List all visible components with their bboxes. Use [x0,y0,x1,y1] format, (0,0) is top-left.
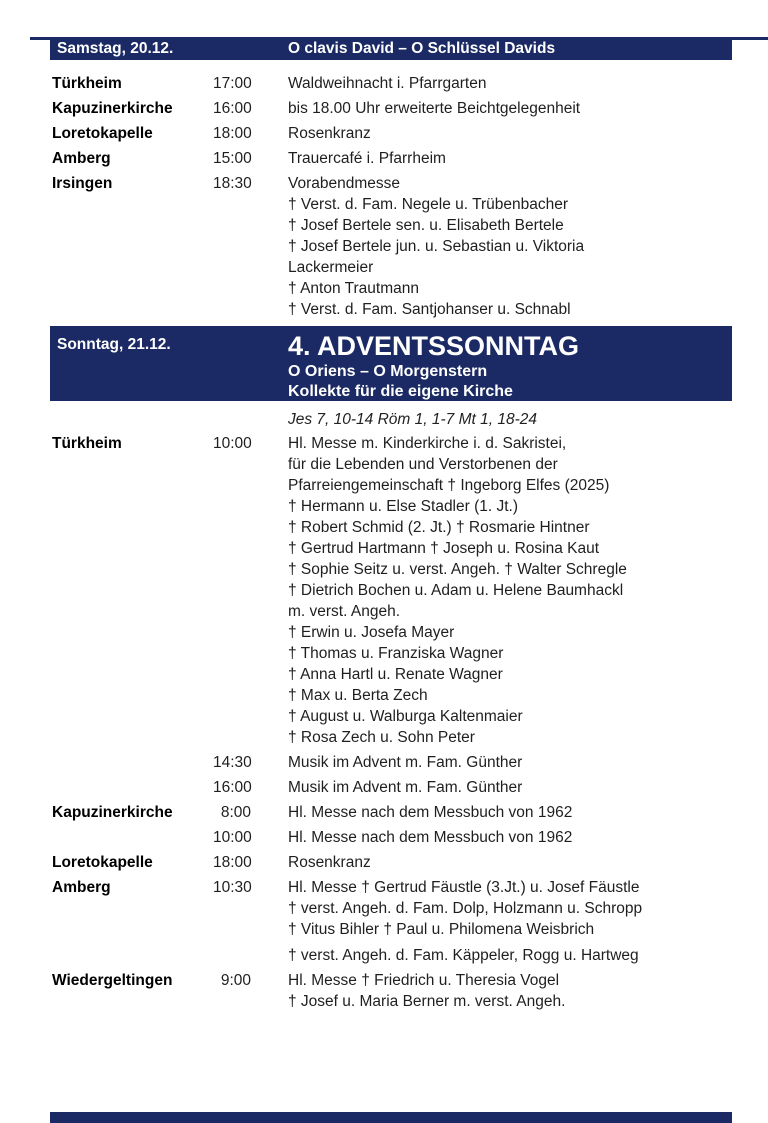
description-cell [251,777,768,798]
description-line: Hl. Messe m. Kinderkirche i. d. Sakristei, [288,435,567,452]
day-title: O clavis David – O Schlüssel Davids [288,39,556,57]
schedule-row [52,98,768,119]
description-cell [251,433,768,748]
time-cell: 9:00 [220,972,251,989]
day-title: 4. ADVENTSSONNTAG [288,331,580,361]
description-line: † Josef Bertele sen. u. Elisabeth Bertele [288,217,564,234]
description-line: † Josef Bertele jun. u. Sebastian u. Viktoria [288,238,585,255]
time-cell: 17:00 [213,75,252,92]
description-line: † Vitus Bihler † Paul u. Philomena Weisbrich [288,921,595,938]
location-cell: Loretokapelle [52,125,153,142]
description-cell [251,148,768,169]
description-line: Lackermeier [288,259,374,276]
description-line: † Josef u. Maria Berner m. verst. Angeh. [288,993,566,1010]
schedule-row [52,148,768,169]
schedule-row [52,73,768,94]
location-cell: Amberg [52,879,111,896]
description-line: † Erwin u. Josefa Mayer [288,624,455,641]
location-cell: Türkheim [52,75,122,92]
description-line: Waldweihnacht i. Pfarrgarten [288,75,487,92]
description-line: Hl. Messe nach dem Messbuch von 1962 [288,829,573,846]
time-cell: 16:00 [213,779,252,796]
schedule-row [52,433,768,748]
previous-section-bar-partial [30,37,768,40]
time-cell: 18:00 [213,854,252,871]
section-sunday [0,326,768,1012]
description-line: † Robert Schmid (2. Jt.) † Rosmarie Hintner [288,519,590,536]
description-line: Vorabendmesse [288,175,401,192]
description-cell [251,970,768,1012]
time-cell: 10:00 [213,435,252,452]
schedule-row [52,123,768,144]
description-line: m. verst. Angeh. [288,603,400,620]
description-line: Musik im Advent m. Fam. Günther [288,779,523,796]
description-line: † Thomas u. Franziska Wagner [288,645,504,662]
description-line: † Verst. d. Fam. Santjohanser u. Schnabl [288,301,571,318]
day-header-right [288,326,579,401]
description-line: † Anna Hartl u. Renate Wagner [288,666,503,683]
description-line: Hl. Messe † Gertrud Fäustle (3.Jt.) u. Josef Fäustle [288,879,640,896]
schedule-row [52,827,768,848]
time-cell: 8:00 [220,804,251,821]
description-cell [251,173,768,320]
time-cell: 14:30 [213,754,252,771]
description-line: † Gertrud Hartmann † Joseph u. Rosina Kaut [288,540,600,557]
description-line: † verst. Angeh. d. Fam. Käppeler, Rogg u. Hartweg [288,947,639,964]
description-line: Rosenkranz [288,125,371,142]
location-cell: Wiedergeltingen [52,972,173,989]
section-saturday [0,37,768,320]
description-line: bis 18.00 Uhr erweiterte Beichtgelegenheit [288,100,581,117]
description-cell [251,802,768,823]
next-section-bar-partial [50,1112,732,1123]
schedule-row [52,877,768,966]
description-line: Hl. Messe † Friedrich u. Theresia Vogel [288,972,560,989]
description-line: † Max u. Berta Zech [288,687,428,704]
description-line: † August u. Walburga Kaltenmaier [288,708,523,725]
description-line: Hl. Messe nach dem Messbuch von 1962 [288,804,573,821]
description-line: † Dietrich Bochen u. Adam u. Helene Baumhackl [288,582,624,599]
schedule-row [52,752,768,773]
location-cell [52,827,213,848]
description-cell [251,852,768,873]
schedule-row [52,173,768,320]
description-line: † Anton Trautmann [288,280,419,297]
scripture-readings: Jes 7, 10-14 Röm 1, 1-7 Mt 1, 18-24 [288,411,537,428]
location-cell: Amberg [52,150,111,167]
day-header-bar [50,326,732,401]
description-line: † verst. Angeh. d. Fam. Dolp, Holzmann u. Schropp [288,900,643,917]
location-cell: Irsingen [52,175,113,192]
time-cell: 15:00 [213,150,252,167]
day-date: Samstag, 20.12. [57,39,174,57]
description-line: Musik im Advent m. Fam. Günther [288,754,523,771]
description-cell [251,877,768,966]
location-cell: Loretokapelle [52,854,153,871]
bulletin-page [0,37,768,1012]
location-cell: Kapuzinerkirche [52,100,173,117]
description-line: † Verst. d. Fam. Negele u. Trübenbacher [288,196,569,213]
time-cell: 18:00 [213,125,252,142]
day-date: Sonntag, 21.12. [57,336,171,353]
description-line: † Sophie Seitz u. verst. Angeh. † Walter Schregle [288,561,627,578]
description-line: † Hermann u. Else Stadler (1. Jt.) [288,498,519,515]
description-cell [251,827,768,848]
description-cell [251,73,768,94]
time-cell: 10:30 [213,879,252,896]
description-line: Pfarreiengemeinschaft † Ingeborg Elfes (2025) [288,477,610,494]
time-cell: 16:00 [213,100,252,117]
location-cell [52,752,213,773]
location-cell [52,777,213,798]
day-subtitle: Kollekte für die eigene Kirche [288,382,513,400]
schedule-row [52,970,768,1012]
location-cell: Türkheim [52,435,122,452]
description-line: † Rosa Zech u. Sohn Peter [288,729,475,746]
location-cell: Kapuzinerkirche [52,804,173,821]
schedule-rows-sunday [0,433,768,1012]
description-line: für die Lebenden und Verstorbenen der [288,456,558,473]
day-subtitle: O Oriens – O Morgenstern [288,363,488,380]
time-cell: 10:00 [213,829,252,846]
time-cell: 18:30 [213,175,252,192]
description-cell [251,752,768,773]
day-header-bar [50,37,732,60]
description-line: Rosenkranz [288,854,371,871]
schedule-rows-saturday [0,73,768,320]
schedule-row [52,777,768,798]
schedule-row [52,852,768,873]
description-line: Trauercafé i. Pfarrheim [288,150,446,167]
description-cell [251,98,768,119]
schedule-row [52,802,768,823]
description-cell [251,123,768,144]
